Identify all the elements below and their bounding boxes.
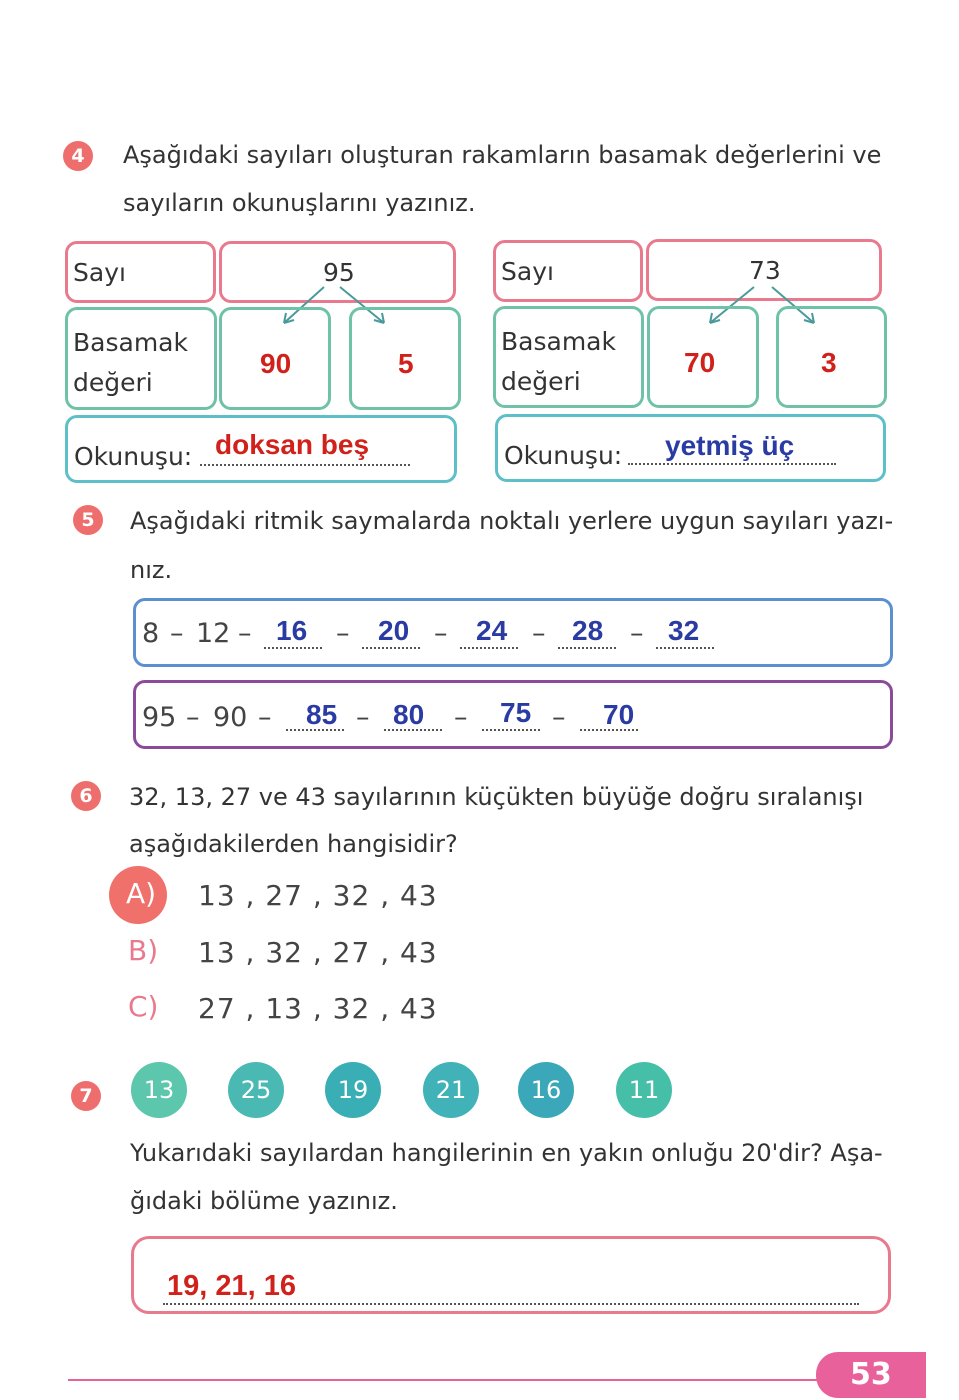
seq2-given-1: 95 — [142, 702, 177, 733]
table2-basamak-label2: değeri — [501, 367, 581, 396]
seq2-answer-3: 75 — [500, 697, 532, 728]
seq1-dash-4: – — [434, 618, 448, 649]
number-circle-1: 13 — [131, 1062, 187, 1118]
question-4-number: 4 — [63, 141, 93, 171]
table2-basamak-label1: Basamak — [501, 327, 616, 356]
table1-okunusu-cell — [65, 415, 457, 483]
question-5-number: 5 — [73, 505, 103, 535]
table2-okunusu-answer: yetmiş üç — [665, 430, 795, 461]
seq2-dash-3: – — [356, 702, 370, 733]
question-7-number: 7 — [71, 1081, 101, 1111]
number-circle-4: 21 — [423, 1062, 479, 1118]
question-7-text-line1: Yukarıdaki sayılardan hangilerinin en yakın onluğu 20'dir? Aşa- — [130, 1139, 883, 1167]
option-a-value[interactable]: 13 , 27 , 32 , 43 — [198, 879, 438, 912]
question-7-text-line2: ğıdaki bölüme yazınız. — [130, 1187, 398, 1215]
seq2-dash-2: – — [258, 702, 272, 733]
table1-basamak-label1: Basamak — [73, 328, 188, 357]
table1-sayi-label-cell — [65, 241, 216, 303]
seq2-dash-4: – — [454, 702, 468, 733]
option-b-label[interactable]: B) — [128, 934, 159, 967]
seq1-blank-1 — [264, 647, 322, 649]
number-circle-2: 25 — [228, 1062, 284, 1118]
seq1-answer-4: 28 — [572, 615, 604, 646]
table2-tens-cell — [647, 306, 759, 408]
seq2-answer-4: 70 — [603, 699, 635, 730]
seq2-dash-1: – — [186, 702, 200, 733]
seq1-dash-3: – — [336, 618, 350, 649]
question-7-answer-dots — [163, 1303, 859, 1305]
table2-tens-value: 70 — [684, 347, 716, 378]
table2-okunusu-label: Okunuşu: — [504, 441, 623, 470]
question-5-text-line2: nız. — [130, 556, 173, 584]
seq2-blank-3 — [482, 729, 540, 731]
table2-okunusu-cell — [495, 414, 886, 482]
seq2-dash-5: – — [552, 702, 566, 733]
number-circle-3: 19 — [325, 1062, 381, 1118]
option-a-label[interactable]: A) — [126, 877, 157, 910]
option-c-label[interactable]: C) — [128, 990, 159, 1023]
number-circle-5: 16 — [518, 1062, 574, 1118]
seq2-answer-2: 80 — [393, 699, 425, 730]
table1-sayi-label: Sayı — [73, 258, 126, 287]
table1-tens-value: 90 — [260, 348, 292, 379]
table2-basamak-label-cell — [493, 306, 644, 408]
seq1-given-1: 8 — [142, 618, 160, 649]
seq1-answer-1: 16 — [276, 615, 308, 646]
seq1-dash-2: – — [238, 618, 252, 649]
seq2-given-2: 90 — [213, 702, 248, 733]
table1-okunusu-answer: doksan beş — [215, 429, 370, 460]
table1-tens-cell — [219, 307, 331, 410]
table2-ones-value: 3 — [821, 347, 837, 378]
seq1-answer-3: 24 — [476, 615, 508, 646]
seq1-dash-6: – — [630, 618, 644, 649]
seq1-dash-5: – — [532, 618, 546, 649]
table2-sayi-value: 73 — [749, 256, 781, 285]
seq1-given-2: 12 — [196, 618, 231, 649]
seq1-blank-2 — [362, 647, 420, 649]
question-7-answer: 19, 21, 16 — [167, 1270, 296, 1302]
table2-sayi-label-cell — [493, 240, 643, 302]
table1-okunusu-dots — [200, 464, 410, 466]
question-4-text-line1: Aşağıdaki sayıları oluşturan rakamların basamak değerlerini ve — [123, 141, 882, 169]
question-6-text-line1: 32, 13, 27 ve 43 sayılarının küçükten büyüğe doğru sıralanışı — [129, 783, 864, 811]
question-6-text-line2: aşağıdakilerden hangisidir? — [129, 830, 458, 858]
page-number: 53 — [850, 1357, 892, 1392]
table2-okunusu-dots — [628, 463, 836, 465]
seq1-blank-5 — [656, 647, 714, 649]
seq1-blank-3 — [460, 647, 518, 649]
table1-sayi-value: 95 — [323, 258, 355, 287]
seq1-dash-1: – — [170, 618, 184, 649]
option-b-value[interactable]: 13 , 32 , 27 , 43 — [198, 936, 438, 969]
seq1-blank-4 — [558, 647, 616, 649]
footer-line — [68, 1379, 828, 1381]
question-6-number: 6 — [71, 781, 101, 811]
question-4-text-line2: sayıların okunuşlarını yazınız. — [123, 189, 476, 217]
question-5-text-line1: Aşağıdaki ritmik saymalarda noktalı yerlere uygun sayıları yazı- — [130, 507, 894, 535]
table2-sayi-label: Sayı — [501, 257, 554, 286]
table1-okunusu-label: Okunuşu: — [74, 442, 193, 471]
number-circle-6: 11 — [616, 1062, 672, 1118]
table1-ones-cell — [349, 307, 461, 410]
table2-ones-cell — [776, 306, 887, 408]
table1-basamak-label2: değeri — [73, 368, 153, 397]
seq2-answer-1: 85 — [306, 699, 338, 730]
table1-basamak-label-cell — [65, 307, 217, 410]
table1-ones-value: 5 — [398, 348, 414, 379]
seq1-answer-2: 20 — [378, 615, 410, 646]
seq1-answer-5: 32 — [668, 615, 700, 646]
option-c-value[interactable]: 27 , 13 , 32 , 43 — [198, 992, 438, 1025]
